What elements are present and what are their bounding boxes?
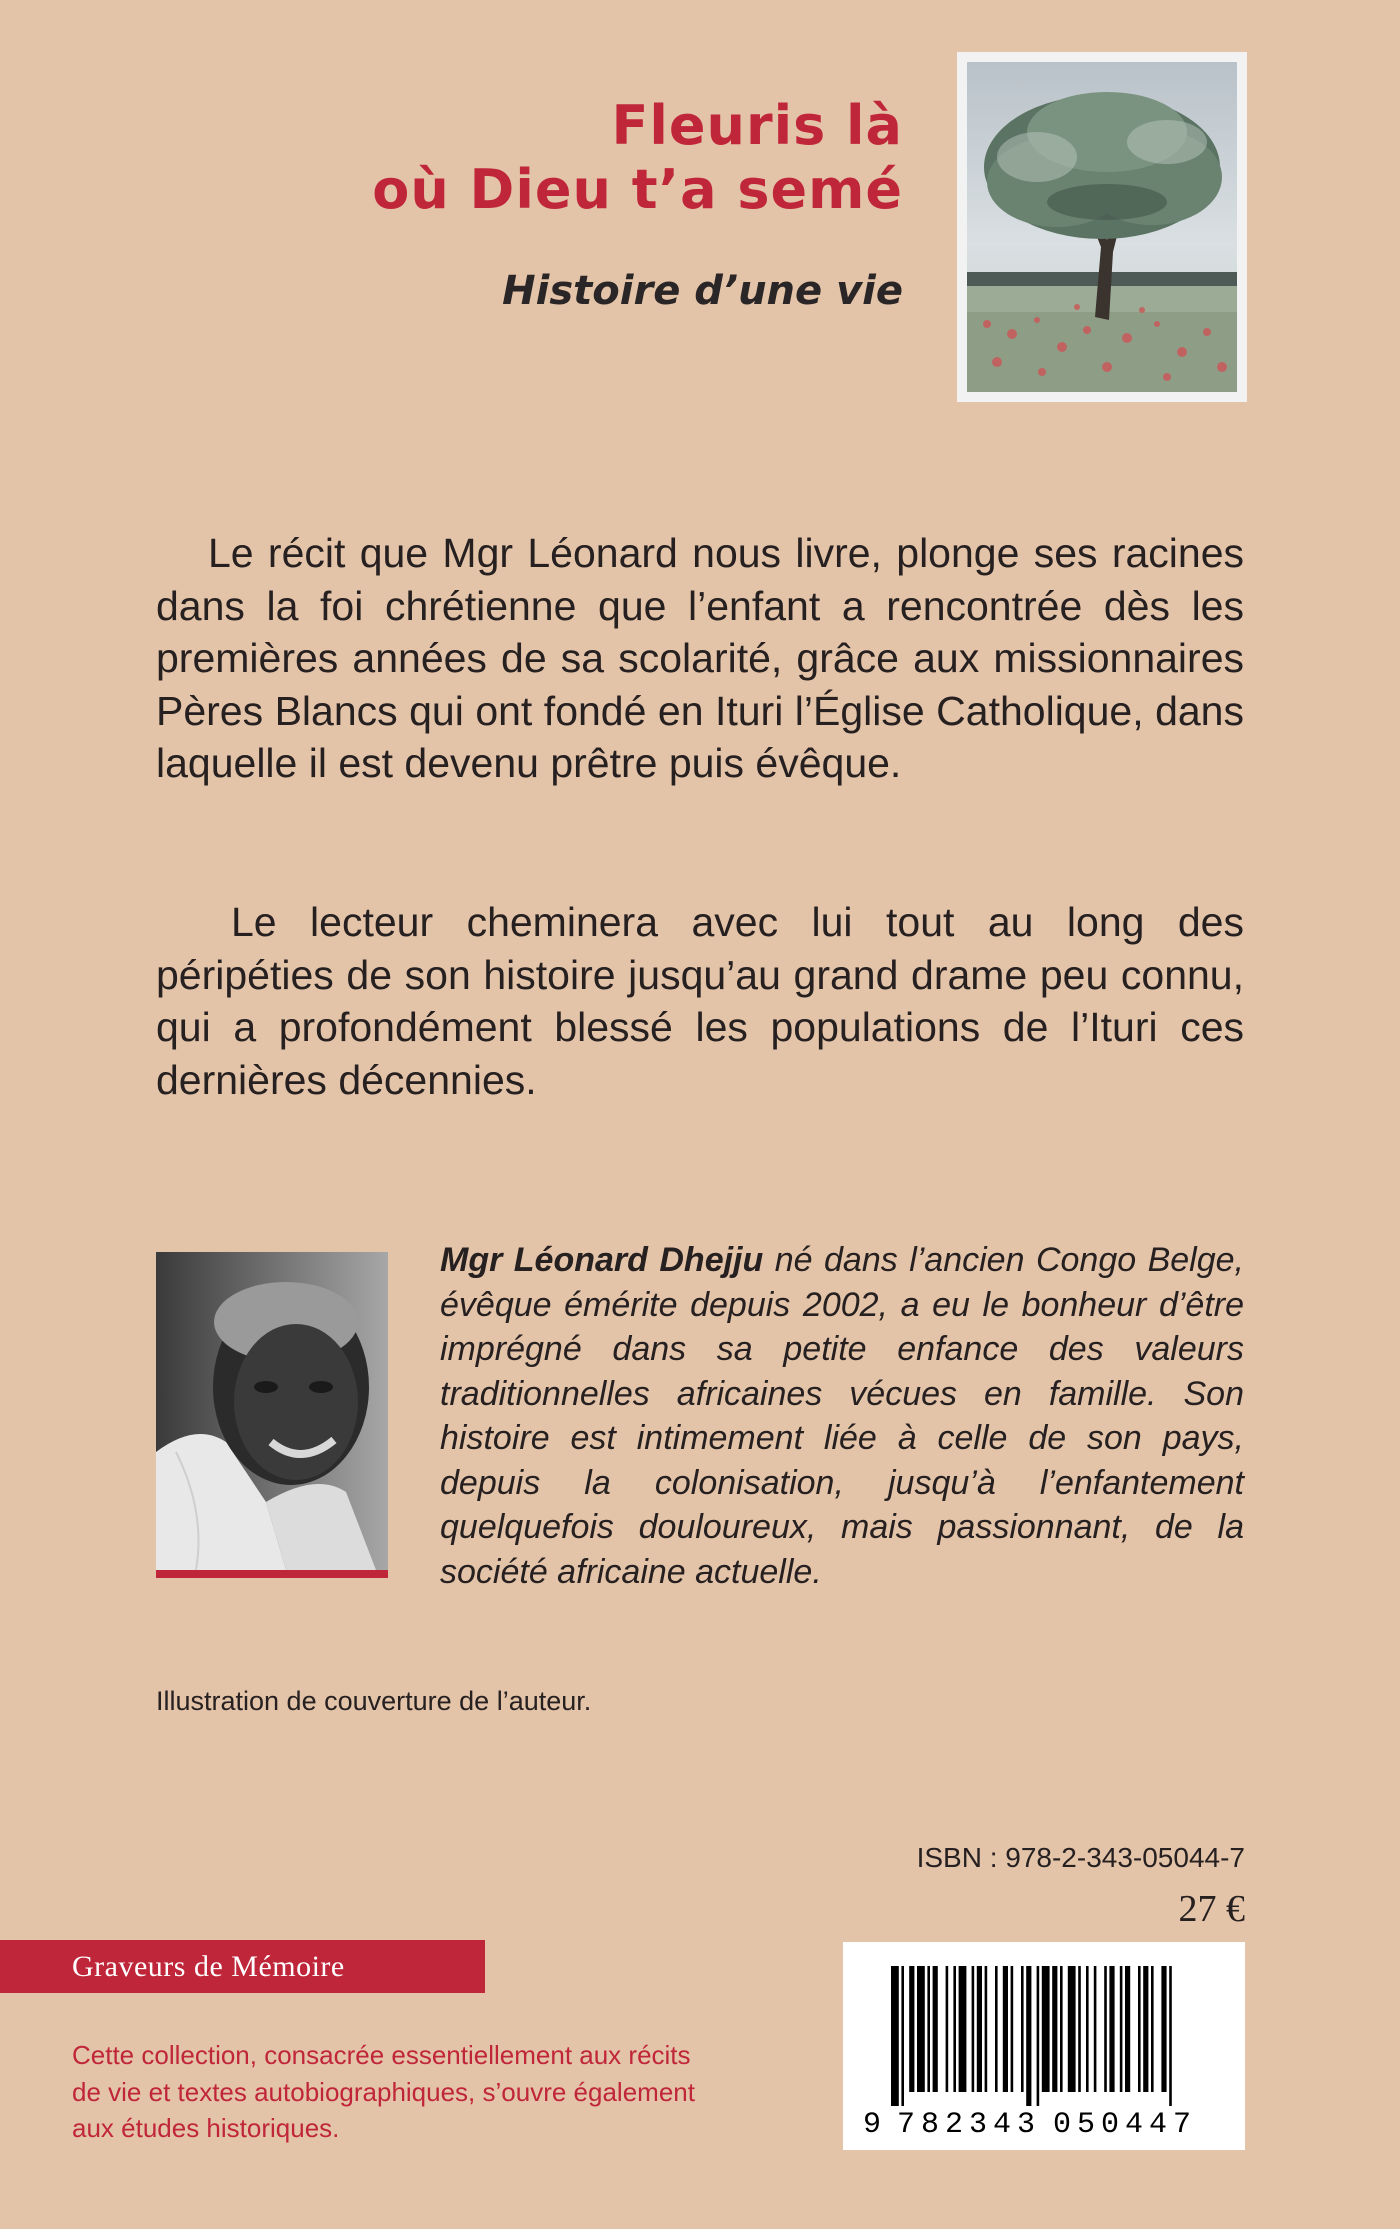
collection-description: Cette collection, consacrée essentiellement aux récits de vie et textes autobiographiques, s’ouvre également aux études historiques. — [72, 2040, 695, 2143]
author-portrait-icon — [156, 1252, 388, 1570]
barcode-digit-first: 9 — [863, 2108, 882, 2142]
title-line-2: où Dieu t’a semé — [372, 158, 903, 221]
price: 27 € — [1178, 1888, 1245, 1930]
barcode-icon — [843, 1942, 1245, 2150]
isbn: ISBN : 978-2-343-05044-7 — [916, 1842, 1245, 1873]
cover-illustration — [957, 52, 1247, 402]
author-bio — [440, 1238, 1244, 1594]
barcode-digits-left: 782343 — [897, 2108, 1042, 2142]
summary-paragraph-2: Le lecteur cheminera avec lui tout au long des péripéties de son histoire jusqu’au grand drame peu connu, qui a profondément blessé les populations de l’Ituri ces dernières décennies. — [156, 899, 1244, 1103]
barcode-digits-right: 050447 — [1053, 2108, 1198, 2142]
book-title — [372, 94, 903, 222]
author-name: Mgr Léonard Dhejju — [440, 1241, 764, 1279]
portrait-accent-bar — [156, 1570, 388, 1578]
title-line-1: Fleuris là — [611, 94, 903, 157]
summary-paragraph-1: Le récit que Mgr Léonard nous livre, plonge ses racines dans la foi chrétienne que l’enfant a rencontrée dès les premières années de sa scolarité, grâce aux missionnaires Pères Blancs qui ont fondé en Ituri l’Église Catholique, dans laquelle il est devenu prêtre puis évêque. — [156, 530, 1244, 786]
author-bio-text: né dans l’ancien Congo Belge, évêque émérite depuis 2002, a eu le bonheur d’être imprégné dans sa petite enfance des valeurs traditionnelles africaines vécues en famille. Son histoire est intimement liée à celle de son pays, depuis la colonisation, jusqu’à l’enfantement quelquefois douloureux, mais passionnant, de la société africaine actuelle. — [440, 1241, 1245, 1591]
cover-credit: Illustration de couverture de l’auteur. — [156, 1686, 592, 1716]
book-subtitle: Histoire d’une vie — [502, 268, 903, 314]
barcode — [843, 1942, 1245, 2150]
collection-band — [0, 1940, 485, 1993]
tree-in-poppy-field-icon — [967, 62, 1237, 392]
collection-name: Graveurs de Mémoire — [72, 1950, 345, 1983]
